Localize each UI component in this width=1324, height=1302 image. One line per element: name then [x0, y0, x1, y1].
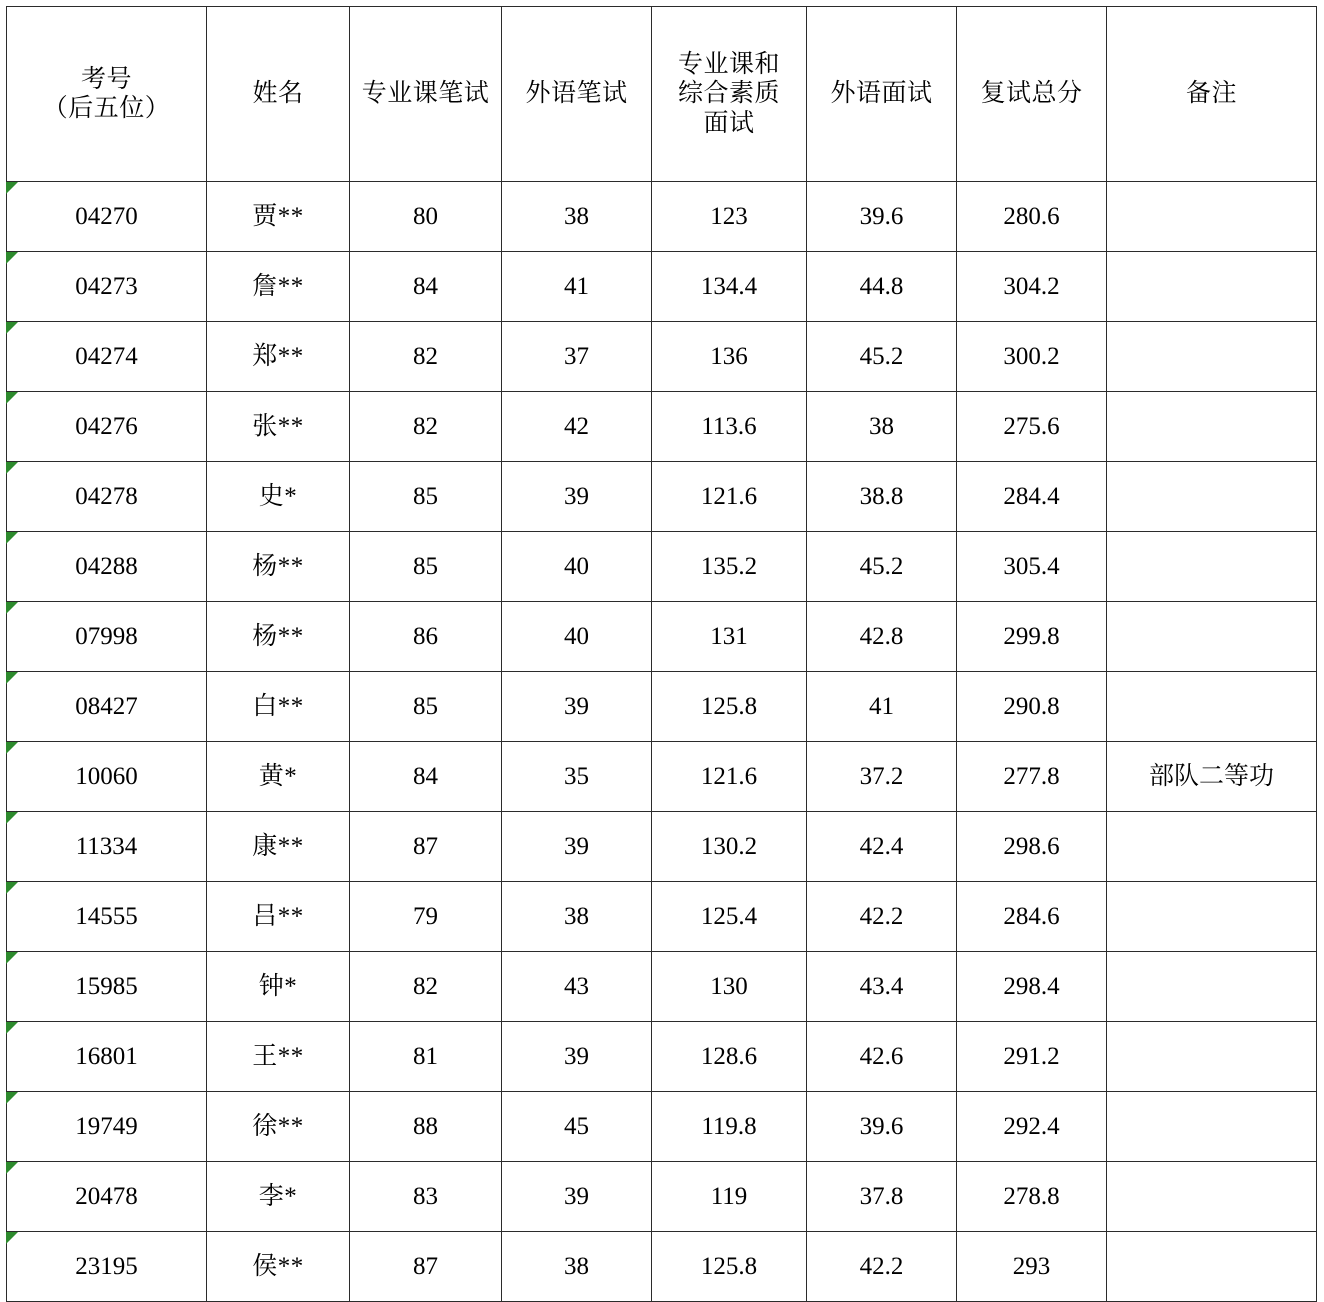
cell-remark [1107, 1162, 1317, 1232]
cell-foreign-oral-score: 39.6 [807, 1092, 957, 1162]
cell-foreign-oral-score: 37.2 [807, 742, 957, 812]
cell-remark [1107, 672, 1317, 742]
cell-foreign-oral-score: 45.2 [807, 322, 957, 392]
cell-remark [1107, 532, 1317, 602]
cell-remark [1107, 882, 1317, 952]
cell-remark [1107, 812, 1317, 882]
cell-exam-no: 20478 [7, 1162, 207, 1232]
cell-name: 侯** [207, 1232, 350, 1302]
cell-exam-no: 07998 [7, 602, 207, 672]
cell-foreign-written-score: 40 [502, 532, 652, 602]
cell-name: 徐** [207, 1092, 350, 1162]
cell-major-written-score: 86 [350, 602, 502, 672]
cell-major-written-score: 85 [350, 672, 502, 742]
cell-name: 钟* [207, 952, 350, 1022]
cell-foreign-oral-score: 39.6 [807, 182, 957, 252]
cell-name: 白** [207, 672, 350, 742]
cell-total-score: 292.4 [957, 1092, 1107, 1162]
header-interview-line3: 面试 [703, 109, 755, 137]
table-row [7, 462, 1317, 532]
cell-exam-no: 04288 [7, 532, 207, 602]
cell-name: 史* [207, 462, 350, 532]
cell-exam-no: 04278 [7, 462, 207, 532]
table-header [7, 7, 1317, 182]
cell-remark [1107, 322, 1317, 392]
header-interview-line2: 综合素质 [677, 80, 780, 108]
cell-remark [1107, 1232, 1317, 1302]
cell-major-written-score: 84 [350, 252, 502, 322]
cell-total-score: 298.6 [957, 812, 1107, 882]
cell-exam-no: 04274 [7, 322, 207, 392]
cell-foreign-oral-score: 42.2 [807, 1232, 957, 1302]
cell-major-written-score: 85 [350, 462, 502, 532]
cell-interview-score: 128.6 [652, 1022, 807, 1092]
cell-interview-score: 130.2 [652, 812, 807, 882]
cell-interview-score: 119.8 [652, 1092, 807, 1162]
header-remark: 备注 [1107, 7, 1317, 182]
cell-exam-no: 08427 [7, 672, 207, 742]
cell-foreign-written-score: 39 [502, 1022, 652, 1092]
cell-interview-score: 125.8 [652, 1232, 807, 1302]
header-interview-line1: 专业课和 [677, 50, 780, 78]
cell-total-score: 298.4 [957, 952, 1107, 1022]
cell-foreign-written-score: 35 [502, 742, 652, 812]
cell-foreign-oral-score: 42.2 [807, 882, 957, 952]
cell-name: 张** [207, 392, 350, 462]
table-body [7, 182, 1317, 1302]
cell-foreign-oral-score: 37.8 [807, 1162, 957, 1232]
cell-foreign-oral-score: 41 [807, 672, 957, 742]
cell-total-score: 299.8 [957, 602, 1107, 672]
cell-name: 郑** [207, 322, 350, 392]
cell-name: 康** [207, 812, 350, 882]
cell-exam-no: 14555 [7, 882, 207, 952]
cell-remark: 部队二等功 [1107, 742, 1317, 812]
header-name: 姓名 [207, 7, 350, 182]
header-exam-no [7, 7, 207, 182]
cell-total-score: 284.6 [957, 882, 1107, 952]
cell-interview-score: 130 [652, 952, 807, 1022]
header-interview [652, 7, 807, 182]
table-row [7, 1232, 1317, 1302]
cell-major-written-score: 79 [350, 882, 502, 952]
header-exam-no-line2: （后五位） [42, 95, 171, 122]
cell-total-score: 293 [957, 1232, 1107, 1302]
cell-remark [1107, 1022, 1317, 1092]
cell-foreign-oral-score: 45.2 [807, 532, 957, 602]
cell-name: 吕** [207, 882, 350, 952]
cell-major-written-score: 88 [350, 1092, 502, 1162]
cell-exam-no: 04273 [7, 252, 207, 322]
cell-remark [1107, 392, 1317, 462]
header-total: 复试总分 [957, 7, 1107, 182]
cell-exam-no: 19749 [7, 1092, 207, 1162]
cell-total-score: 277.8 [957, 742, 1107, 812]
cell-total-score: 300.2 [957, 322, 1107, 392]
cell-total-score: 304.2 [957, 252, 1107, 322]
cell-foreign-written-score: 39 [502, 462, 652, 532]
cell-major-written-score: 87 [350, 812, 502, 882]
cell-foreign-oral-score: 38.8 [807, 462, 957, 532]
cell-foreign-written-score: 39 [502, 812, 652, 882]
table-row [7, 602, 1317, 672]
cell-exam-no: 11334 [7, 812, 207, 882]
cell-foreign-oral-score: 42.8 [807, 602, 957, 672]
table-row [7, 1092, 1317, 1162]
cell-major-written-score: 85 [350, 532, 502, 602]
cell-total-score: 305.4 [957, 532, 1107, 602]
header-row [7, 7, 1317, 182]
cell-interview-score: 121.6 [652, 462, 807, 532]
cell-total-score: 278.8 [957, 1162, 1107, 1232]
table-row [7, 252, 1317, 322]
cell-foreign-written-score: 38 [502, 1232, 652, 1302]
table-row [7, 952, 1317, 1022]
cell-name: 黄* [207, 742, 350, 812]
cell-foreign-written-score: 43 [502, 952, 652, 1022]
table-row [7, 182, 1317, 252]
cell-remark [1107, 602, 1317, 672]
cell-foreign-written-score: 45 [502, 1092, 652, 1162]
table-row [7, 812, 1317, 882]
cell-interview-score: 134.4 [652, 252, 807, 322]
cell-foreign-written-score: 38 [502, 882, 652, 952]
table-row [7, 742, 1317, 812]
cell-major-written-score: 82 [350, 952, 502, 1022]
header-foreign-written: 外语笔试 [502, 7, 652, 182]
cell-interview-score: 113.6 [652, 392, 807, 462]
document-sheet [0, 6, 1324, 1280]
cell-name: 李* [207, 1162, 350, 1232]
header-foreign-oral: 外语面试 [807, 7, 957, 182]
table-row [7, 1162, 1317, 1232]
cell-total-score: 290.8 [957, 672, 1107, 742]
cell-total-score: 280.6 [957, 182, 1107, 252]
table-row [7, 1022, 1317, 1092]
table-row [7, 882, 1317, 952]
cell-interview-score: 121.6 [652, 742, 807, 812]
cell-interview-score: 119 [652, 1162, 807, 1232]
cell-name: 杨** [207, 532, 350, 602]
cell-interview-score: 125.4 [652, 882, 807, 952]
header-major-written: 专业课笔试 [350, 7, 502, 182]
cell-major-written-score: 82 [350, 392, 502, 462]
table-row [7, 532, 1317, 602]
cell-interview-score: 131 [652, 602, 807, 672]
cell-interview-score: 135.2 [652, 532, 807, 602]
cell-major-written-score: 83 [350, 1162, 502, 1232]
cell-interview-score: 136 [652, 322, 807, 392]
cell-name: 贾** [207, 182, 350, 252]
table-row [7, 322, 1317, 392]
table-row [7, 392, 1317, 462]
cell-exam-no: 04276 [7, 392, 207, 462]
cell-exam-no: 10060 [7, 742, 207, 812]
cell-foreign-oral-score: 38 [807, 392, 957, 462]
cell-major-written-score: 87 [350, 1232, 502, 1302]
cell-foreign-written-score: 42 [502, 392, 652, 462]
cell-interview-score: 123 [652, 182, 807, 252]
cell-remark [1107, 1092, 1317, 1162]
cell-foreign-written-score: 41 [502, 252, 652, 322]
header-exam-no-line1: 考号 [80, 65, 132, 93]
cell-foreign-written-score: 38 [502, 182, 652, 252]
cell-major-written-score: 82 [350, 322, 502, 392]
cell-major-written-score: 80 [350, 182, 502, 252]
cell-foreign-written-score: 39 [502, 672, 652, 742]
cell-interview-score: 125.8 [652, 672, 807, 742]
cell-foreign-written-score: 39 [502, 1162, 652, 1232]
cell-foreign-oral-score: 43.4 [807, 952, 957, 1022]
cell-remark [1107, 252, 1317, 322]
cell-exam-no: 15985 [7, 952, 207, 1022]
cell-foreign-written-score: 37 [502, 322, 652, 392]
cell-name: 詹** [207, 252, 350, 322]
cell-name: 王** [207, 1022, 350, 1092]
cell-exam-no: 04270 [7, 182, 207, 252]
cell-foreign-oral-score: 42.4 [807, 812, 957, 882]
cell-name: 杨** [207, 602, 350, 672]
cell-foreign-oral-score: 44.8 [807, 252, 957, 322]
cell-remark [1107, 462, 1317, 532]
cell-total-score: 284.4 [957, 462, 1107, 532]
cell-foreign-oral-score: 42.6 [807, 1022, 957, 1092]
table-row [7, 672, 1317, 742]
cell-exam-no: 23195 [7, 1232, 207, 1302]
score-table [6, 6, 1317, 1302]
cell-major-written-score: 84 [350, 742, 502, 812]
cell-major-written-score: 81 [350, 1022, 502, 1092]
cell-remark [1107, 182, 1317, 252]
cell-total-score: 291.2 [957, 1022, 1107, 1092]
cell-foreign-written-score: 40 [502, 602, 652, 672]
cell-total-score: 275.6 [957, 392, 1107, 462]
cell-remark [1107, 952, 1317, 1022]
cell-exam-no: 16801 [7, 1022, 207, 1092]
